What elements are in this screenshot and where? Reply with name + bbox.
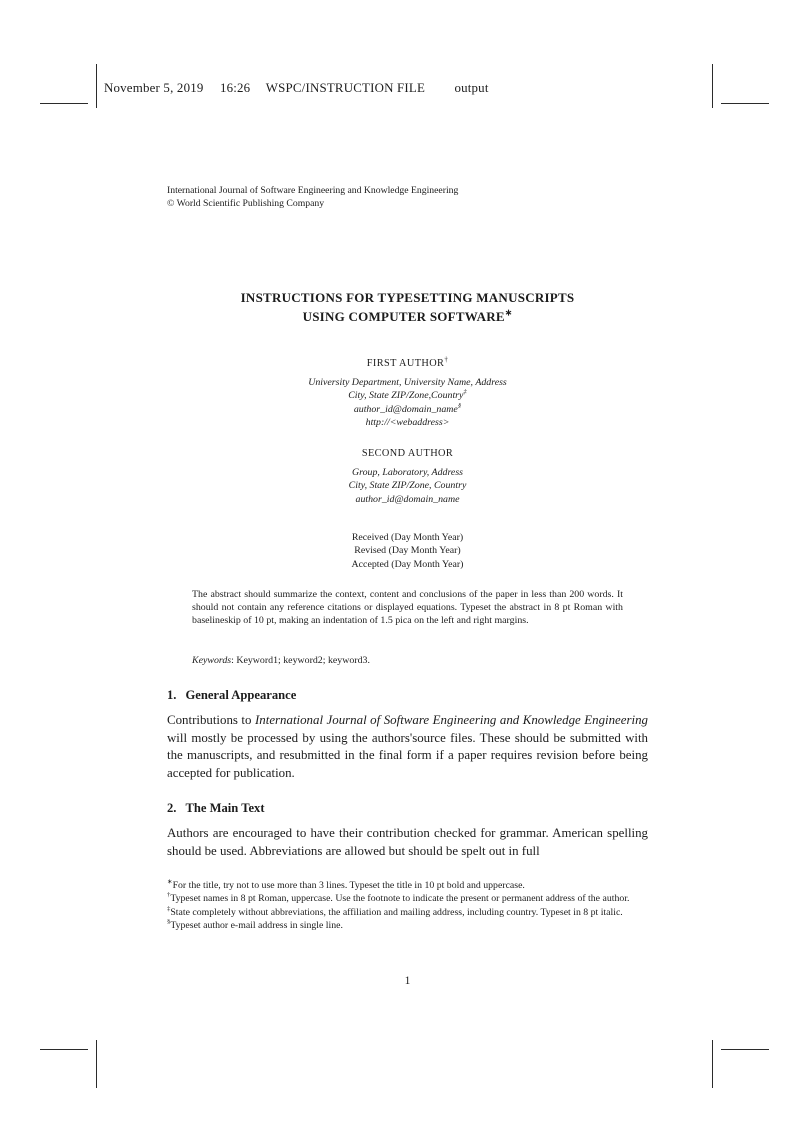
history-revised: Revised (Day Month Year): [354, 545, 461, 557]
section-number: 1.: [167, 688, 177, 702]
paper-title-line1: INSTRUCTIONS FOR TYPESETTING MANUSCRIPTS: [240, 290, 575, 305]
header-time: 16:26: [219, 81, 251, 95]
author-email: author_id@domain_name§: [353, 402, 462, 415]
paper-title: [167, 288, 648, 326]
affiliation-line: University Department, University Name, Address: [308, 377, 507, 388]
crop-mark-top-left-horizontal: [40, 103, 88, 104]
running-head: [104, 81, 489, 96]
footnote-marker: ∗: [167, 878, 173, 886]
journal-block: [167, 184, 648, 210]
abstract-text: The abstract should summarize the context, content and conclusions of the paper in less than 200 words. It should not contain any reference citations or displayed equations. Typeset the abstract in 8 pt Roman with baselineskip of 10 pt, making an indentation of 1.5 pica on the left and right margins.: [192, 589, 623, 627]
footnote-affiliation: ‡State completely without abbreviations, the affiliation and mailing address, including country. Typeset in 8 pt italic.: [167, 905, 623, 918]
footnote-title: ∗For the title, try not to use more than 3 lines. Typeset the title in 10 pt bold and uppercase.: [167, 878, 525, 891]
crop-mark-bottom-left-horizontal: [40, 1049, 88, 1050]
crop-mark-bottom-left-vertical: [96, 1040, 97, 1088]
footnote-marker: §: [167, 918, 171, 926]
crop-mark-top-left-vertical: [96, 64, 97, 108]
author-name: SECOND AUTHOR: [361, 448, 454, 459]
author-name: FIRST AUTHOR†: [366, 355, 449, 369]
title-footnote-marker: ∗: [504, 307, 513, 318]
section-paragraph-2: Authors are encouraged to have their contribution checked for grammar. American spelling should be used. Abbreviations are allowed but should be spelt out in full: [167, 826, 648, 858]
keywords-block: [167, 655, 648, 666]
abstract-block: [167, 588, 648, 628]
author-affiliation: [167, 466, 648, 506]
footnote-marker: †: [167, 892, 171, 900]
author-block-2: [167, 447, 648, 506]
author-website: http://<webaddress>: [365, 416, 450, 428]
keywords-value: : Keyword1; keyword2; keyword3.: [231, 655, 370, 666]
email-footnote-marker: §: [457, 402, 462, 410]
section-heading-2: [167, 801, 648, 816]
keywords-label: Keywords: [192, 655, 232, 666]
keywords-line: [192, 655, 623, 666]
history-received: Received (Day Month Year): [351, 532, 464, 543]
history-block: [167, 531, 648, 571]
crop-mark-top-right-horizontal: [721, 103, 769, 104]
footnotes-block: [167, 879, 648, 932]
section-title: The Main Text: [185, 801, 265, 815]
page-number: 1: [404, 975, 411, 987]
section-paragraph-1: Contributions to International Journal of Software Engineering and Knowledge Engineering will mostly be processed by using the authors'source files. These should be submitted with the manuscripts, and resubmitted in the final form if a paper requires revision before being accepted for publication.: [167, 713, 648, 780]
footnote-email: §Typeset author e-mail address in single line.: [167, 918, 343, 931]
affiliation-footnote-marker: ‡: [463, 389, 467, 396]
header-file-label: WSPC/INSTRUCTION FILE: [265, 81, 426, 95]
affiliation-line: Group, Laboratory, Address: [351, 467, 463, 478]
header-date: November 5, 2019: [104, 81, 204, 95]
affiliation-line: City, State ZIP/Zone,Country‡: [348, 389, 467, 402]
history-accepted: Accepted (Day Month Year): [351, 558, 464, 570]
author-footnote-marker: †: [444, 355, 449, 364]
author-email: author_id@domain_name: [355, 493, 460, 505]
crop-mark-top-right-vertical: [712, 64, 713, 108]
journal-copyright: © World Scientific Publishing Company: [167, 198, 325, 209]
crop-mark-bottom-right-horizontal: [721, 1049, 769, 1050]
header-job-name: output: [454, 81, 489, 95]
affiliation-line: City, State ZIP/Zone, Country: [348, 480, 467, 492]
journal-name: International Journal of Software Engineering and Knowledge Engineering: [167, 185, 459, 196]
section-number: 2.: [167, 801, 177, 815]
footnote-marker: ‡: [167, 905, 171, 913]
paper-title-line2: USING COMPUTER SOFTWARE∗: [302, 307, 513, 324]
author-block-1: [167, 357, 648, 429]
author-affiliation: [167, 376, 648, 429]
footnote-author-names: †Typeset names in 8 pt Roman, uppercase. Use the footnote to indicate the present or permanent address of the author.: [167, 892, 630, 905]
section-heading-1: [167, 688, 648, 703]
crop-mark-bottom-right-vertical: [712, 1040, 713, 1088]
section-title: General Appearance: [185, 688, 297, 702]
